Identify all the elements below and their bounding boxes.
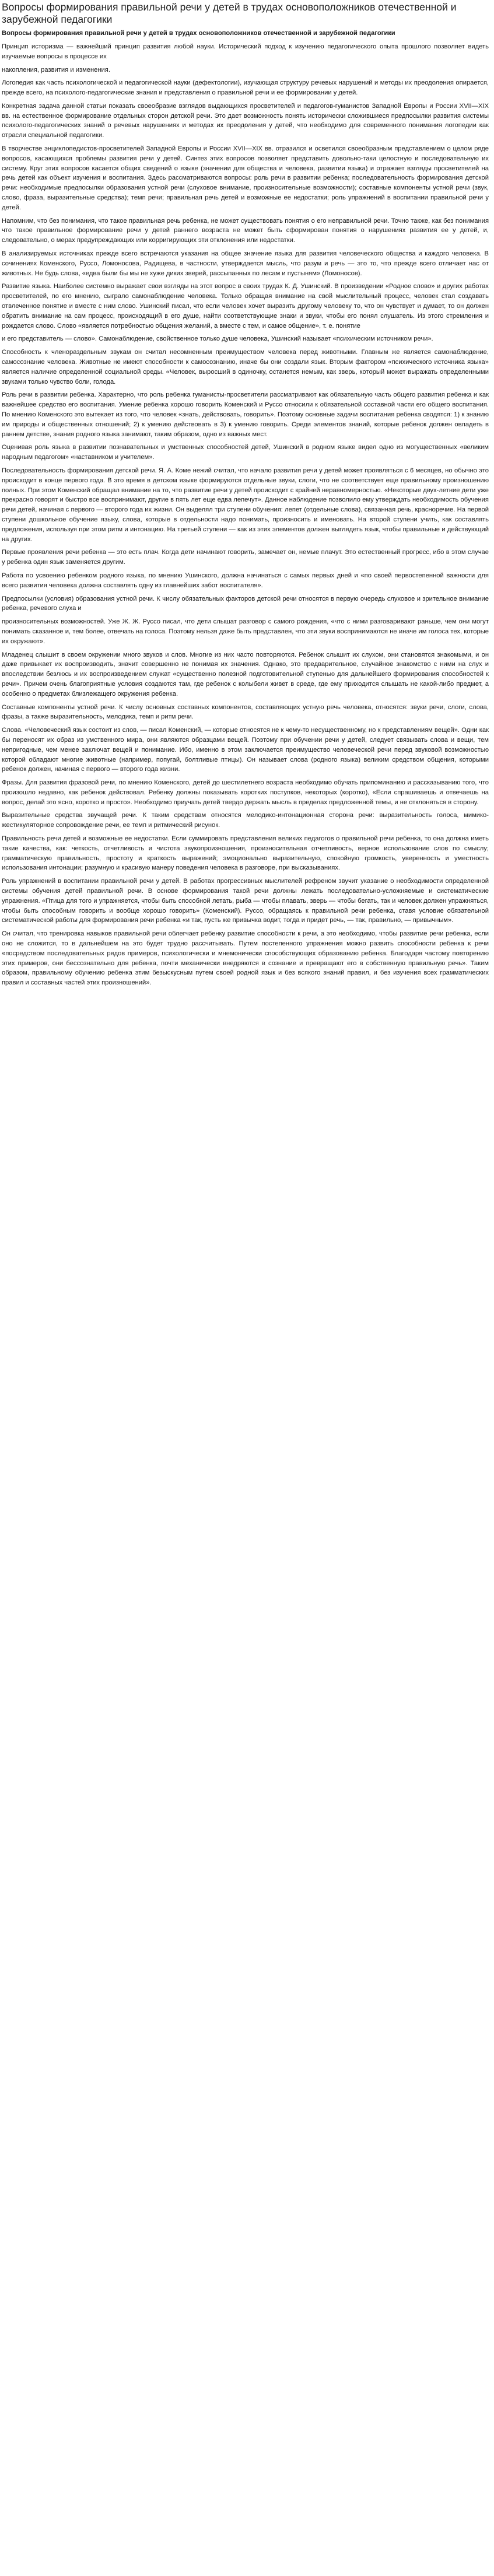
paragraph-prerequisites: Предпосылки (условия) образования устной речи. К числу обязательных факторов детской речи относятся в первую очередь слуховое и зрительное внимание ребенка, речевого слуха и bbox=[2, 595, 489, 612]
paragraph-pronunciation-abilities: произносительных возможностей. Уже Ж. Ж. Руссо писал, что дети слышат разговор с самого рождения, «что с ними разговаривают раньше, чем они могут понимать сказанное и, тем более, отвечать на голоса. Поэтому нельзя даже быть представлен, что эти звуки воспринимаются не иначе им голоса тех, которые их окружают». bbox=[2, 618, 489, 645]
paragraph-articulate-sounds: Способность к членораздельным звукам он считал несомненным преимуществом человека перед животными. Главным же является самонаблюдение, самосознание человека. Животные не имеют способности к самосознанию, иначе бы они создали язык. Вторым фактором «психического источника языка» является наличие определенной социальной среды. «Человек, выросший в одиночку, останется немым, как зверь, который может выражать определенными звуками только чувство боли, голода. bbox=[2, 349, 489, 385]
paragraph-exercises: Роль упражнений в воспитании правильной речи у детей. В работах прогрессивных мыслителей рефреном звучит указание о необходимости определенной системы обучения детей правильной речи. В основе формирования такой речи должны лежать последовательно-усложняемые и систематические упражнения. «Птица для того и упражняется, чтобы быть способной летать, рыба — чтобы плавать, зверь — чтобы бегать, так и человек должен упражняться, чтобы быть способным говорить и вообще хорошо говорить» (Коменский). Руссо, обращаясь к правильной речи ребенка, ставя условие обязательной систематической работы для формирования речи ребенка «и так, пусть же привычка водит, тогда и придет речь, — так, правильно, — привычным». bbox=[2, 878, 489, 924]
paragraph-encyclopedists: В творчестве энциклопедистов-просветителей Западной Европы и России XVII—XIX вв. отразился и осветился своеобразным представлением о целом ряде вопросов, касающихся проблемы развития речи у детей. Синтез этих вопросов позволяет представить довольно-таки целостную и последовательную их систему. Круг этих вопросов касается общих сведений о языке (значении для общества и человека, развитии языка) и отражает взгляды просветителей на речь детей как объект изучения и воспитания. Здесь рассматриваются вопросы: роль речи в развитии ребенка; последовательность формирования детской речи: необходимые предпосылки образования устной речи (слуховое внимание, произносительные возможности); составные компоненты устной речи (звук, слово, фраза, выразительные средства); темп речи; правильная речь детей и возможные ее недостатки; роль упражнений в воспитании правильной речи у детей. bbox=[2, 145, 489, 211]
document-heading: Вопросы формирования правильной речи у детей в трудах основоположников отечественной и зарубежной педагогики bbox=[2, 30, 395, 37]
paragraph-intro-continued: накопления, развития и изменения. bbox=[2, 66, 110, 73]
paragraph-sequence-of-formation: Последовательность формирования детской речи. Я. А. Коме нежий считал, что начало развития речи у детей может проявляться с 6 месяцев, но обычно это происходит в конце первого года. В это время в детском языке формируются отдельные звуки, слоги, что не соответствует еще правильному произношению полных. При этом Коменский обращал внимание на то, что развитие речи у детей происходит с крайней неравномерностью. «Некоторые двух-летние дети уже прекрасно говорят и быстро все воспринимают, другие в пять лет еще едва лепечут». Данное наблюдение позволило ему утверждать необходимость обучения речи детей, начиная с первого — второго года их жизни. Он выделял три ступени обучения: лепет (отдельные слова), связанная речь, красноречие. На первой ступени дошкольное обучение языку, слова, которые в отдельности надо понимать, произносить и именовать. На второй ступени учить, как составлять предложения, используя при этом ритм и интонацию. На третьей ступени — как из этих элементов должен выглядеть язык, чтобы правильные и действующий на других. bbox=[2, 467, 489, 543]
paragraph-intro: Принцип историзма — важнейший принцип развития любой науки. Исторический подход к изучению педагогического опыта прошлого позволяет видеть изучаемые вопросы в процессе их bbox=[2, 43, 489, 60]
paragraph-native-language-work: Работа по усвоению ребенком родного языка, по мнению Ушинского, должна начинаться с самых первых дней и «по своей первостепенной важности для всего развития человека должна составлять одну из главнейших забот воспитателя». bbox=[2, 572, 489, 589]
paragraph-task: Конкретная задача данной статьи показать своеобразие взглядов выдающихся просветителей и педагогов-гуманистов Западной Европы и России XVII—XIX вв. на естественное формирование отдельных сторон детской речи. Это дает возможность понять исторически сложившиеся предпосылки развития системы психолого-педагогических знаний о речевых нарушениях и методах их преодоления у детей, что необходимо для современного понимания логопедии как отрасли специальной педагогики. bbox=[2, 102, 489, 139]
paragraph-language-development: Развитие языка. Наиболее системно выражает свои взгляды на этот вопрос в своих трудах К. Д. Ушинский. В произведении «Родное слово» и других работах просветителей, по его мнению, сыграло самонаблюдение человека. Только обращая внимание на свой мыслительный процесс, человек стал создавать отвлеченное понятие и вместе с ним слово. Ушинский писал, что если человек хочет выразить другому человеку то, что он чувствует и думает, то он должен обратить внимание на сам процесс, происходящий в его душе, найти соответствующие знаки и звуки, чтобы его понял слушатель. Из этого стремления и рождается слово. Слово «является потребностью общения желаний, а вместе с тем, и самое общение», т. е. понятие bbox=[2, 283, 489, 330]
paragraph-correct-speech: Напомним, что без понимания, что такое правильная речь ребенка, не может существовать понятия о его неправильной речи. Точно также, как без понимания что такое правильное формирование речи у детей раннего возраста не может быть сформирован понятия о нарушениях развития ее у детей, и, следовательно, о мерах предупреждающих или корригирующих эти отклонения или недостатки. bbox=[2, 217, 489, 244]
paragraph-infant-hearing: Младенец слышит в своем окружении много звуков и слов. Многие из них часто повторяются. Ребенок слышит их слухом, они становятся знакомыми, и он даже привыкает их воспроизводить, значит совершенно не понимая их значения. Однако, это предварительное, случайное знакомство с ними на слух и впоследствии безлюсь и их воспроизведением служат «существенно полезной подготовительной ступенью для дальнейшего формирования способностей к речи». Причем очень благоприятные условия создаются там, где ребенок с колыбели живет в среде, где ему приходится слышать не какой-либо предмет, а особенно о предметах близлежащего окружения ребенка. bbox=[2, 651, 489, 698]
paragraph-words: Слова. «Человеческий язык состоит из слов, — писал Коменский, — которые относятся не к чему-то несущественному, но к представлениям вещей». Одни как бы переносят их образ из умственного мира, они являются образцами вещей. Поэтому при обучении речи у детей, следует связывать слова и вещи, тем непригодные, чем менее заключат вещей и понимание. Ибо, именно в этом заключается преимущество человеческой речи перед звуковой возможностью которой обладают многие животные (например, попугай, болтливые птицы). Он называет слова (родного языка) великим средством общения, которыми ребенок должен, начиная с первого — второго года жизни. bbox=[2, 727, 489, 773]
paragraph-sources: В анализируемых источниках прежде всего встречаются указания на общее значение языка для развития человеческого общества и каждого человека. В сочинениях Коменского, Руссо, Ломоносова, Радищева, в частности, утверждается мысль, что разум и речь — это то, что прежде всего отличает нас от животных. Не будь слова, «едва были бы мы не хуже диких зверей, рассыпанных по лесам и пустыням» (Ломоносов). bbox=[2, 250, 489, 277]
paragraph-phrases: Фразы. Для развития фразовой речи, по мнению Коменского, детей до шестилетнего возраста необходимо обучать припоминанию и рассказыванию того, что произошло недавно, как ребенок действовал. Ребенку должны показывать коротких поступков, некоторых (коротко), «Если спрашиваешь и отвечаешь на вопрос, делай это ясно, коротко и просто». Необходимо приучать детей твердо держать мысль в пределах предложенной темы, и не отклоняться в сторону. bbox=[2, 779, 489, 806]
document-page bbox=[0, 1, 491, 995]
paragraph-logopedia: Логопедия как часть психологической и педагогической науки (дефектологии), изучающая структуру речевых нарушений и методы их преодоления опирается, прежде всего, на психолого-педагогические знания и представления о правильной речи и ее формировании у детей. bbox=[2, 79, 489, 97]
paragraph-training: Он считал, что тренировка навыков правильной речи облегчает ребенку развитие способности к речи, а это необходимо, чтобы развитие речи ребенка, если оно не сложится, то в дальнейшем на это будет трудно рассчитывать. Путем постепенного упражнения можно развить способности ребенка к речи «посредством последовательных рядов примеров, психологически и мнемонически способствующих образованию ребенка. Благодаря частому повторению этих примеров, они бессознательно для ребенка, почти механически внедряются в сознание и превращают его в собственную правильную речь». Таким образом, правильному обучению ребенка этим безыскусным путем своей родной язык и без всякого знаний правил, и без изучения всех грамматических правил и составных частей этих произношений». bbox=[2, 930, 489, 987]
paragraph-correctness: Правильность речи детей и возможные ее недостатки. Если суммировать представления великих педагогов о правильной речи ребенка, то она должна иметь такие качества, как: четкость, отчетливость и чистота звукопроизношения, произносительная отчетливость, верное использование слов по смыслу; грамматическую правильность, простоту и краткость выражений; эмоционально выразительную, спокойную громкость, уверенность и уместность использования интонации; разумную и красивую манеру поведения человека в разговоре, при высказываниях. bbox=[2, 835, 489, 872]
paragraph-expressive-means: Выразительные средства звучащей речи. К таким средствам относятся мелодико-интонационная сторона речи: выразительность голоса, мимико-жестикуляторное сопровождение речи, ее темп и ритмический рисунок. bbox=[2, 812, 489, 829]
paragraph-ushinsky-native-language: Оценивая роль языка в развитии познавательных и умственных способностей детей, Ушинский в родном языке видел одно из могущественных «великим народным педагогом» «наставником и учителем». bbox=[2, 444, 489, 461]
paragraph-first-manifestations: Первые проявления речи ребенка — это есть плач. Когда дети начинают говорить, замечает он, немые плачут. Это естественный прогресс, ибо в этом случае у ребенка один язык заменяется другим. bbox=[2, 549, 489, 566]
page-title: Вопросы формирования правильной речи у детей в трудах основоположников отечественной и зарубежной педагогики bbox=[2, 1, 457, 25]
paragraph-components: Составные компоненты устной речи. К числу основных составных компонентов, составляющих устную речь человека, относятся: звуки речи, слоги, слова, фразы, а также выразительность, мелодика, темп и ритм речи. bbox=[2, 703, 489, 721]
paragraph-language-development-continued: и его представитель — слово». Самонаблюдение, свойственное только душе человека, Ушинский называет «психическим источником речи». bbox=[2, 335, 433, 343]
paragraph-role-of-speech: Роль речи в развитии ребенка. Характерно, что роль ребенка гуманисты-просветители рассматривают как обязательную часть общего развития ребенка и как важнейшее средство его воспитания. Умение ребенка хорошо говорить Коменский и Руссо относили к обязательной составной части его общего воспитания. По мнению Коменского это вытекает из того, что человек «знать, действовать, говорить». Поэтому основные задачи воспитания ребенка сводятся: 1) к знанию им природы и общественных отношений; 2) к умению действовать в 3) к умению говорить. Среди элементов знаний, которые ребенок должен овладеть в раннем детстве, знания родного языка занимают, таким образом, одно из важных мест. bbox=[2, 391, 489, 438]
